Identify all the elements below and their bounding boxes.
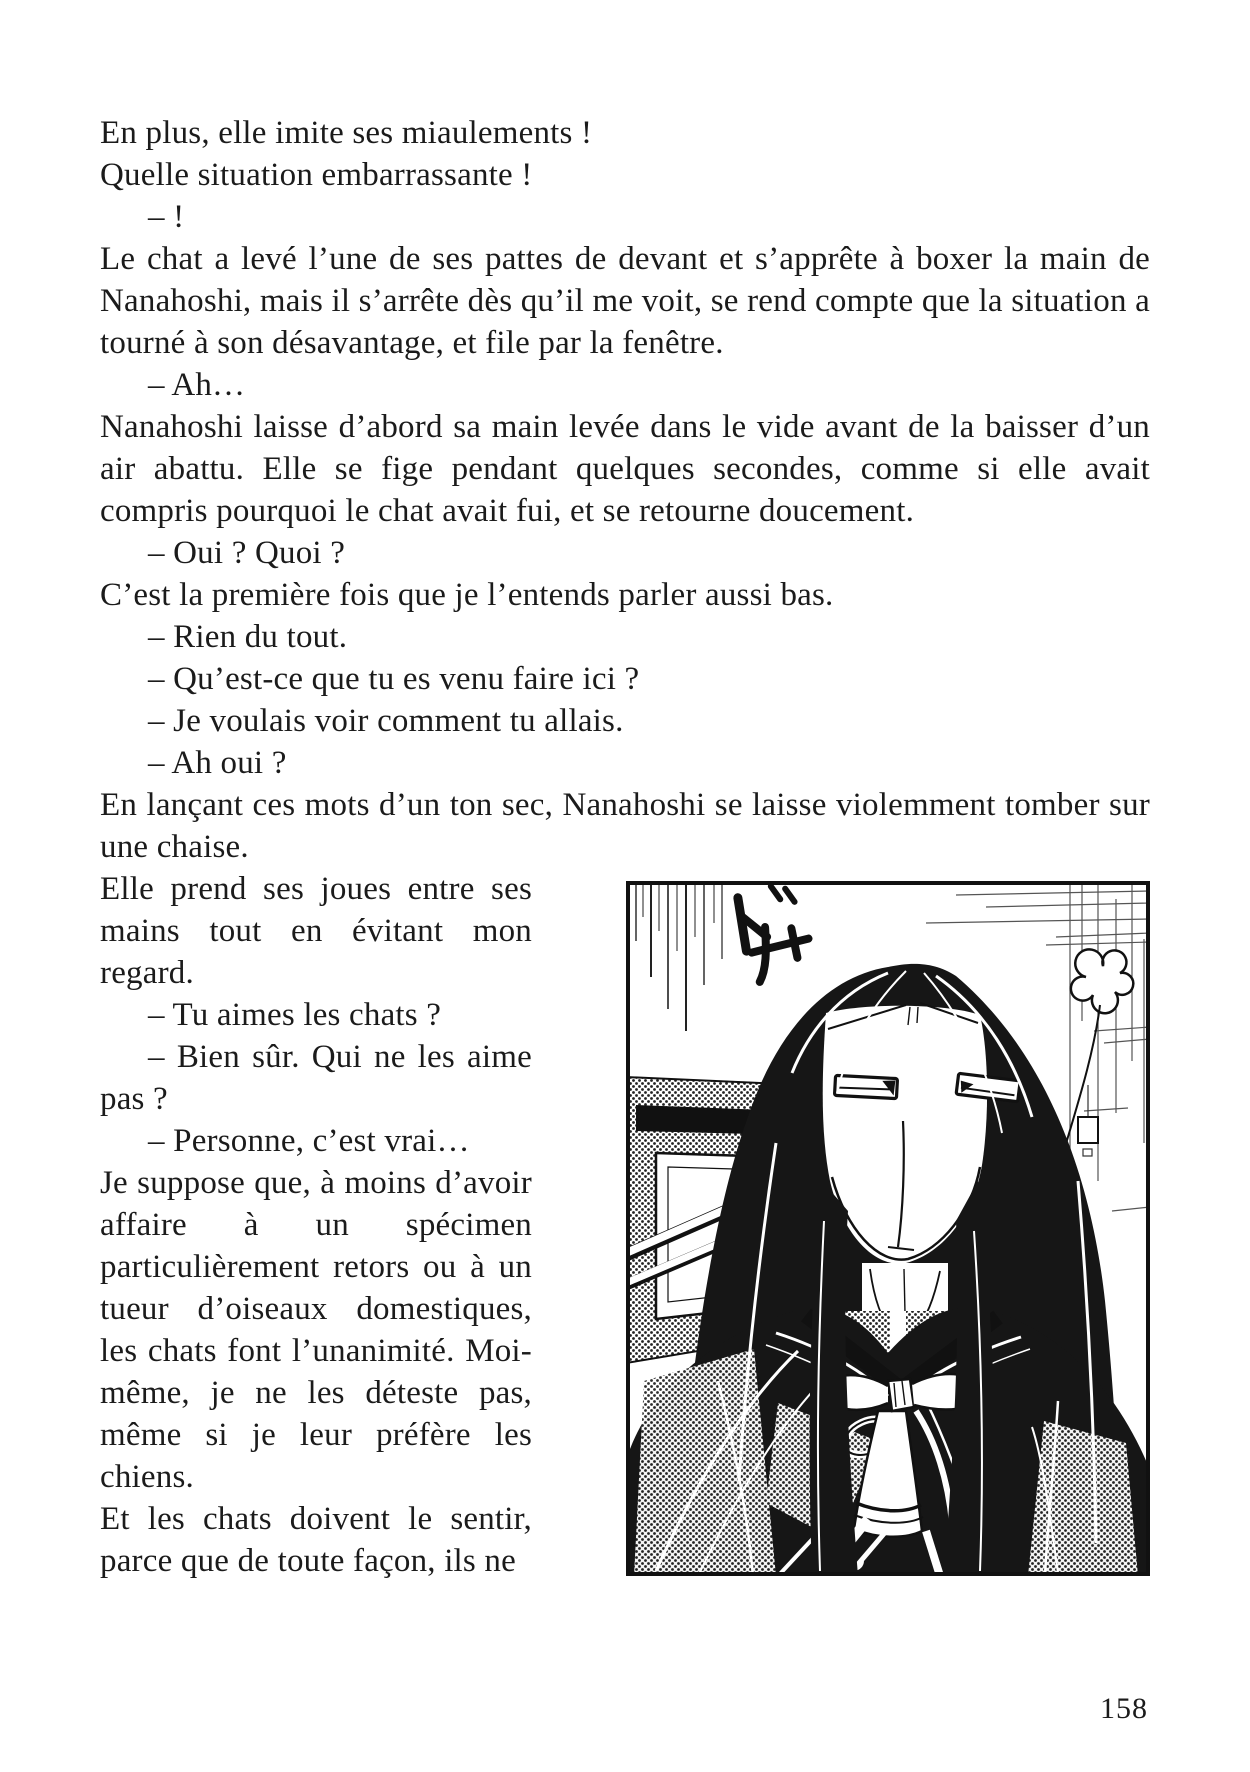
narrative-paragraph: C’est la première fois que je l’entends parler aussi bas. bbox=[100, 577, 834, 613]
dialogue-line: – Rien du tout. bbox=[148, 619, 348, 655]
dialogue-line: – Je voulais voir comment tu allais. bbox=[148, 703, 624, 739]
page-content bbox=[100, 112, 1150, 1646]
narrative-paragraph: En lançant ces mots d’un ton sec, Nanahoshi se laisse violemment tomber sur une chaise. bbox=[100, 787, 1150, 865]
dialogue-line: – ! bbox=[148, 199, 185, 235]
narrative-paragraph: Je suppose que, à moins d’avoir affaire à un spécimen particulièrement retors ou à un tueur d’oiseaux domestiques, les chats font l’unanimité. Moi-même, je ne les déteste pas, même si je leur préfère les chiens. bbox=[100, 1165, 532, 1495]
narrative-paragraph: Quelle situation embarrassante ! bbox=[100, 157, 533, 193]
dialogue-line: – Ah… bbox=[148, 367, 246, 403]
dialogue-line: – Qu’est-ce que tu es venu faire ici ? bbox=[148, 661, 640, 697]
dialogue-line: – Oui ? Quoi ? bbox=[148, 535, 346, 571]
text-block-top bbox=[100, 112, 1150, 868]
manga-panel bbox=[626, 881, 1150, 1576]
narrative-paragraph: Et les chats doivent le sentir, parce que de toute façon, ils ne bbox=[100, 1501, 532, 1579]
narrative-paragraph: Elle prend ses joues entre ses mains tout en évitant mon regard. bbox=[100, 871, 532, 991]
narrative-paragraph: Nanahoshi laisse d’abord sa main levée dans le vide avant de la baisser d’un air abattu. Elle se fige pendant quelques secondes, comme si elle avait compris pourquoi le chat avait fui, et se retourne doucement. bbox=[100, 409, 1150, 529]
dialogue-line: – Tu aimes les chats ? bbox=[148, 997, 442, 1033]
dialogue-line: – Ah oui ? bbox=[148, 745, 287, 781]
bow-knot bbox=[888, 1379, 914, 1411]
narrative-paragraph: Le chat a levé l’une de ses pattes de devant et s’apprête à boxer la main de Nanahoshi, mais il s’arrête dès qu’il me voit, se rend compte que la situation a tourné à son désavantage, et file par la fenêtre. bbox=[100, 241, 1150, 361]
narrative-paragraph: En plus, elle imite ses miaulements ! bbox=[100, 115, 593, 151]
dialogue-line: – Bien sûr. Qui ne les aime pas ? bbox=[100, 1039, 532, 1117]
dialogue-line: – Personne, c’est vrai… bbox=[148, 1123, 470, 1159]
page-number: 158 bbox=[1100, 1692, 1148, 1725]
manga-illustration bbox=[626, 881, 1150, 1576]
